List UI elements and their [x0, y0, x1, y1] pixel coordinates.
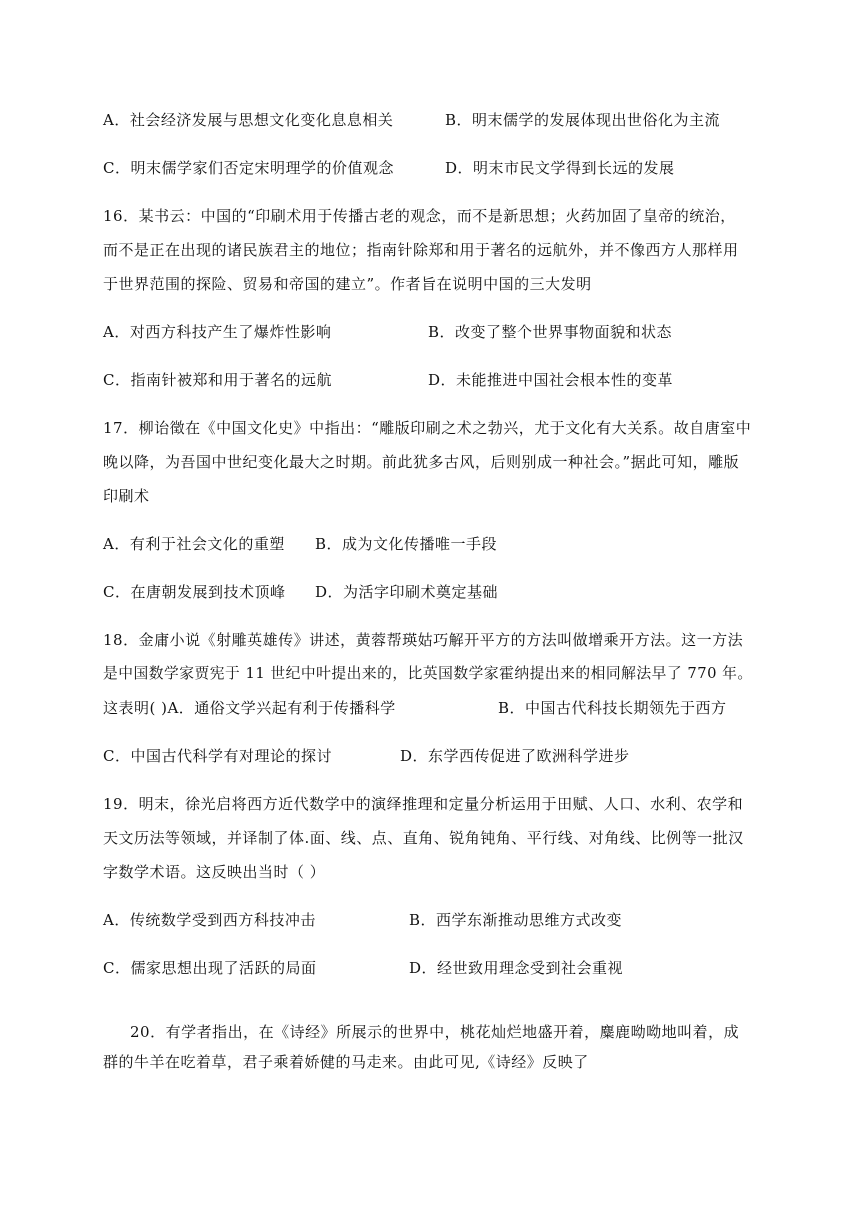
- q16-stem-line-3: 于世界范围的探险、贸易和帝国的建立”。作者旨在说明中国的三大发明: [103, 275, 592, 293]
- q18-stem-line-2: 是中国数学家贾宪于 11 世纪中叶提出来的，比英国数学家霍纳提出来的相同解法早了 770 年。: [103, 665, 753, 682]
- q15-option-d: D．明末市民文学得到长远的发展: [445, 159, 675, 177]
- q15-option-a: A．社会经济发展与思想文化变化息息相关: [103, 111, 394, 129]
- q17-stem-line-3: 印刷术: [103, 487, 150, 505]
- q20-stem-line-1: 20．有学者指出，在《诗经》所展示的世界中，桃花灿烂地盛开着，麋鹿呦呦地叫着，成: [130, 1023, 740, 1041]
- q18-option-d: D．东学西传促进了欧洲科学进步: [400, 747, 630, 765]
- q16-option-a: A．对西方科技产生了爆炸性影响: [103, 323, 332, 341]
- q20-stem-line-2: 群的牛羊在吃着草，君子乘着娇健的马走来。由此可见,《诗经》反映了: [103, 1053, 589, 1071]
- q19-option-a: A．传统数学受到西方科技冲击: [103, 911, 316, 929]
- q18-stem-line-1: 18．金庸小说《射雕英雄传》讲述，黄蓉帮瑛姑巧解开平方的方法叫做增乘开方法。这一方法: [103, 631, 744, 649]
- q19-option-b: B．西学东渐推动思维方式改变: [409, 911, 623, 929]
- q17-option-a: A．有利于社会文化的重塑: [103, 535, 285, 553]
- q16-option-c: C．指南针被郑和用于著名的远航: [103, 371, 332, 389]
- q18-option-c: C．中国古代科学有对理论的探讨: [103, 747, 332, 765]
- q19-stem-line-1: 19．明末，徐光启将西方近代数学中的演绎推理和定量分析运用于田赋、人口、水利、农学和: [103, 795, 744, 813]
- q17-stem-line-1: 17．柳诒徵在《中国文化史》中指出：“雕版印刷之术之勃兴，尤于文化有大关系。故自唐室中: [103, 419, 752, 437]
- q15-option-c: C．明末儒学家们否定宋明理学的价值观念: [103, 159, 394, 177]
- q16-stem-line-1: 16．某书云：中国的“印刷术用于传播古老的观念，而不是新思想；火药加固了皇帝的统治，: [103, 207, 736, 225]
- q19-stem-line-2: 天文历法等领域，并译制了体.面、线、点、直角、锐角钝角、平行线、对角线、比例等一批汉: [103, 829, 744, 847]
- q18-stem-line-3: 这表明( )A．通俗文学兴起有利于传播科学: [103, 699, 396, 717]
- q19-option-d: D．经世致用理念受到社会重视: [409, 959, 624, 977]
- q19-option-c: C．儒家思想出现了活跃的局面: [103, 959, 317, 977]
- q17-option-d: D．为活字印刷术奠定基础: [315, 583, 499, 601]
- q17-option-c: C．在唐朝发展到技术顶峰: [103, 583, 286, 601]
- q19-stem-line-3: 字数学术语。这反映出当时（ ）: [103, 863, 326, 881]
- q17-stem-line-2: 晚以降，为吾国中世纪变化最大之时期。前此犹多古风，后则别成一种社会。”据此可知，雕版: [103, 453, 740, 471]
- q16-option-d: D．未能推进中国社会根本性的变革: [428, 371, 674, 389]
- q16-stem-line-2: 而不是正在出现的诸民族君主的地位；指南针除郑和用于著名的远航外，并不像西方人那样用: [103, 241, 739, 259]
- q18-option-b: B．中国古代科技长期领先于西方: [498, 699, 727, 717]
- q16-option-b: B．改变了整个世界事物面貌和状态: [428, 323, 673, 341]
- q17-option-b: B．成为文化传播唯一手段: [315, 535, 498, 553]
- q15-option-b: B．明末儒学的发展体现出世俗化为主流: [445, 111, 721, 129]
